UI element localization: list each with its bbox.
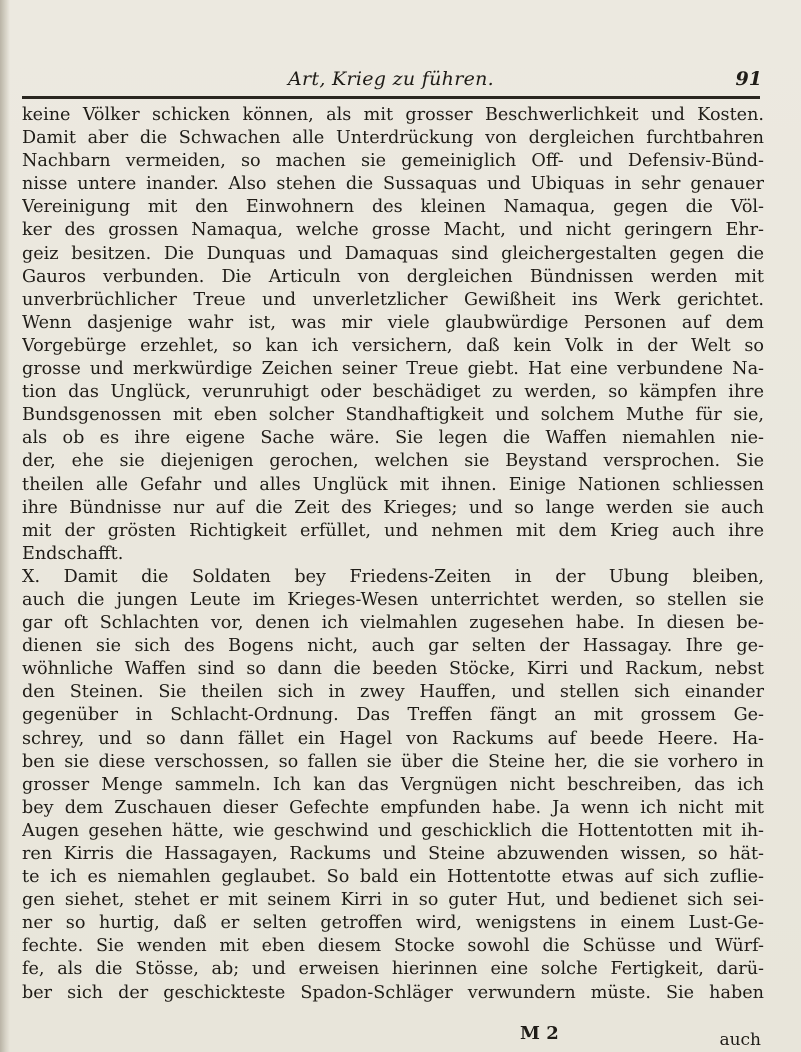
text-line: bey dem Zuschauen dieser Gefechte empfunden habe. Ja wenn ich nicht mit: [22, 797, 764, 818]
text-line: Nachbarn vermeiden, so machen sie gemeiniglich Off- und Defensiv-Bünd-: [22, 151, 764, 172]
text-line: der, ehe sie diejenigen gerochen, welchen sie Beystand versprochen. Sie: [22, 451, 764, 472]
text-line: auch die jungen Leute im Krieges-Wesen unterrichtet werden, so stellen sie: [22, 589, 764, 610]
text-line: ber sich der geschickteste Spadon-Schläger verwundern müste. Sie haben: [22, 982, 764, 1003]
text-line: Vereinigung mit den Einwohnern des kleinen Namaqua, gegen die Völ-: [22, 197, 764, 218]
body-text: [22, 104, 764, 1005]
text-line: ihre Bündnisse nur auf die Zeit des Krieges; und so lange werden sie auch: [22, 497, 764, 518]
text-line: Damit aber die Schwachen alle Unterdrückung von dergleichen furchtbahren: [22, 128, 764, 149]
text-line: als ob es ihre eigene Sache wäre. Sie legen die Waffen niemahlen nie-: [22, 428, 764, 449]
text-line: Augen gesehen hätte, wie geschwind und geschicklich die Hottentotten mit ih-: [22, 820, 764, 841]
text-line: ben sie diese verschossen, so fallen sie über die Steine her, die sie vorhero in: [22, 751, 764, 772]
text-line: schrey, und so dann fället ein Hagel von Rackums auf beede Heere. Ha-: [22, 728, 764, 749]
text-line: ker des grossen Namaqua, welche grosse Macht, und nicht geringern Ehr-: [22, 220, 764, 241]
page-header: [20, 68, 762, 94]
header-rule: [22, 96, 760, 99]
text-line: geiz besitzen. Die Dunquas und Damaquas sind gleichergestalten gegen die: [22, 243, 764, 264]
text-line: gen siehet, stehet er mit seinem Kirri in so guter Hut, und bedienet sich sei-: [22, 890, 764, 911]
text-line: gar oft Schlachten vor, denen ich vielmahlen zugesehen habe. In diesen be-: [22, 613, 764, 634]
text-line: mit der grösten Richtigkeit erfüllet, und nehmen mit dem Krieg auch ihre: [22, 520, 764, 541]
text-line: wöhnliche Waffen sind so dann die beeden Stöcke, Kirri und Rackum, nebst: [22, 659, 764, 680]
text-line: grosse und merkwürdige Zeichen seiner Treue giebt. Hat eine verbundene Na-: [22, 359, 764, 380]
text-line: theilen alle Gefahr und alles Unglück mit ihnen. Einige Nationen schliessen: [22, 474, 764, 495]
text-line: nisse untere inander. Also stehen die Sussaquas und Ubiquas in sehr genauer: [22, 174, 764, 195]
text-line: fechte. Sie wenden mit eben diesem Stocke sowohl die Schüsse und Würf-: [22, 936, 764, 957]
text-line: unverbrüchlicher Treue und unverletzlicher Gewißheit ins Werk gerichtet.: [22, 289, 764, 310]
text-line: Gauros verbunden. Die Articuln von dergleichen Bündnissen werden mit: [22, 266, 764, 287]
signature-mark: M 2: [520, 1023, 559, 1044]
text-line: Wenn dasjenige wahr ist, was mir viele glaubwürdige Personen auf dem: [22, 312, 764, 333]
text-line: X. Damit die Soldaten bey Friedens-Zeiten in der Ubung bleiben,: [22, 566, 764, 587]
text-line: ner so hurtig, daß er selten getroffen wird, wenigstens in einem Lust-Ge-: [22, 913, 764, 934]
text-line: dienen sie sich des Bogens nicht, auch gar selten der Hassagay. Ihre ge-: [22, 636, 764, 657]
text-line: grosser Menge sammeln. Ich kan das Vergnügen nicht beschreiben, das ich: [22, 774, 764, 795]
text-line: gegenüber in Schlacht-Ordnung. Das Treffen fängt an mit grossem Ge-: [22, 705, 764, 726]
text-line: fe, als die Stösse, ab; und erweisen hierinnen eine solche Fertigkeit, darü-: [22, 959, 764, 980]
text-line: Bundsgenossen mit eben solcher Standhaftigkeit und solchem Muthe für sie,: [22, 405, 764, 426]
text-line: ren Kirris die Hassagayen, Rackums und Steine abzuwenden wissen, so hät-: [22, 844, 764, 864]
running-title: Art, Krieg zu führen.: [287, 68, 494, 90]
text-line: Vorgebürge erzehlet, so kan ich versichern, daß kein Volk in der Welt so: [22, 335, 764, 356]
binding-edge: [0, 0, 10, 1052]
text-line: den Steinen. Sie theilen sich in zwey Hauffen, und stellen sich einander: [22, 682, 764, 703]
text-line: tion das Unglück, verunruhigt oder beschädiget zu werden, so kämpfen ihre: [22, 382, 764, 403]
text-line: Endschafft.: [22, 543, 124, 564]
text-line: keine Völker schicken können, als mit grosser Beschwerlichkeit und Kosten.: [22, 105, 764, 125]
catchword: auch: [719, 1030, 761, 1050]
page-number: 91: [735, 68, 762, 90]
text-line: te ich es niemahlen geglaubet. So bald ein Hottentotte etwas auf sich zuflie-: [22, 867, 764, 888]
